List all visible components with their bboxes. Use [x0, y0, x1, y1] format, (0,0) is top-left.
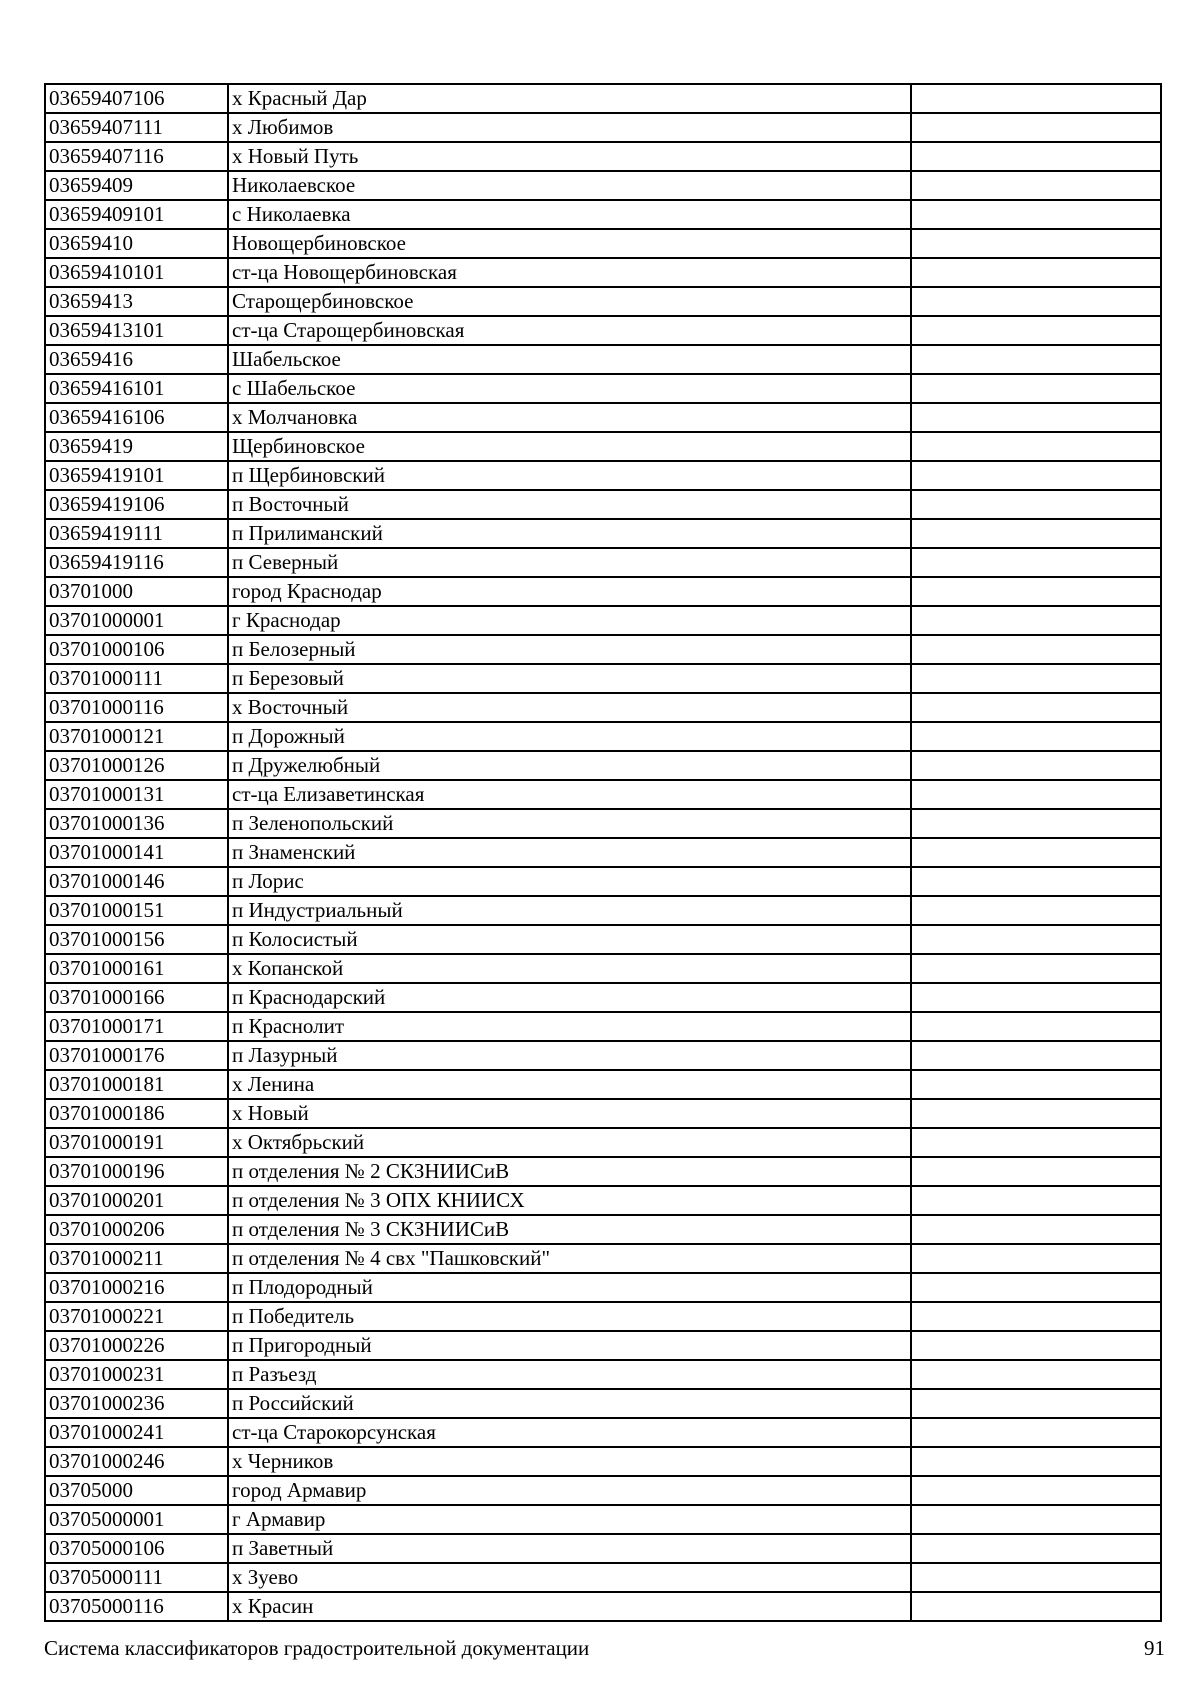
code-cell: 03701000156 — [45, 925, 228, 954]
note-cell — [911, 983, 1161, 1012]
table-row — [45, 1302, 1161, 1331]
name-cell: п Лазурный — [228, 1041, 911, 1070]
name-cell: х Копанской — [228, 954, 911, 983]
table-row — [45, 983, 1161, 1012]
table-row — [45, 200, 1161, 229]
name-cell: х Восточный — [228, 693, 911, 722]
table-row — [45, 751, 1161, 780]
code-cell: 03705000 — [45, 1476, 228, 1505]
name-cell: п Российский — [228, 1389, 911, 1418]
note-cell — [911, 200, 1161, 229]
code-cell: 03701000 — [45, 577, 228, 606]
table-row — [45, 693, 1161, 722]
table-row — [45, 838, 1161, 867]
table-row — [45, 1244, 1161, 1273]
name-cell: п Индустриальный — [228, 896, 911, 925]
code-cell: 03701000181 — [45, 1070, 228, 1099]
code-cell: 03701000166 — [45, 983, 228, 1012]
code-cell: 03701000131 — [45, 780, 228, 809]
note-cell — [911, 1273, 1161, 1302]
code-cell: 03659407106 — [45, 84, 228, 113]
name-cell: х Любимов — [228, 113, 911, 142]
table-row — [45, 577, 1161, 606]
name-cell: п Зеленопольский — [228, 809, 911, 838]
name-cell: п Березовый — [228, 664, 911, 693]
table-row — [45, 171, 1161, 200]
name-cell: п Дружелюбный — [228, 751, 911, 780]
table-row — [45, 1331, 1161, 1360]
note-cell — [911, 1331, 1161, 1360]
code-cell: 03659416101 — [45, 374, 228, 403]
name-cell: ст-ца Новощербиновская — [228, 258, 911, 287]
name-cell: п Лорис — [228, 867, 911, 896]
name-cell: п Восточный — [228, 490, 911, 519]
code-cell: 03659407116 — [45, 142, 228, 171]
table-row — [45, 229, 1161, 258]
code-cell: 03705000106 — [45, 1534, 228, 1563]
code-cell: 03701000246 — [45, 1447, 228, 1476]
code-cell: 03659409 — [45, 171, 228, 200]
table-row — [45, 1447, 1161, 1476]
table-row — [45, 287, 1161, 316]
code-cell: 03701000186 — [45, 1099, 228, 1128]
note-cell — [911, 287, 1161, 316]
code-cell: 03701000241 — [45, 1418, 228, 1447]
name-cell: п отделения № 2 СКЗНИИСиВ — [228, 1157, 911, 1186]
name-cell: п Белозерный — [228, 635, 911, 664]
name-cell: п Знаменский — [228, 838, 911, 867]
note-cell — [911, 1302, 1161, 1331]
table-row — [45, 403, 1161, 432]
code-cell: 03659413 — [45, 287, 228, 316]
note-cell — [911, 113, 1161, 142]
name-cell: п Прилиманский — [228, 519, 911, 548]
name-cell: п Краснодарский — [228, 983, 911, 1012]
name-cell: п Победитель — [228, 1302, 911, 1331]
table-row — [45, 548, 1161, 577]
table-row — [45, 374, 1161, 403]
note-cell — [911, 548, 1161, 577]
name-cell: п Щербиновский — [228, 461, 911, 490]
footer-title: Система классификаторов градостроительной документации — [44, 1636, 590, 1660]
note-cell — [911, 664, 1161, 693]
table-row — [45, 1186, 1161, 1215]
note-cell — [911, 432, 1161, 461]
note-cell — [911, 751, 1161, 780]
name-cell: Щербиновское — [228, 432, 911, 461]
name-cell: п Пригородный — [228, 1331, 911, 1360]
name-cell: г Армавир — [228, 1505, 911, 1534]
name-cell: Новощербиновское — [228, 229, 911, 258]
code-cell: 03659410 — [45, 229, 228, 258]
table-row — [45, 1360, 1161, 1389]
code-cell: 03701000116 — [45, 693, 228, 722]
code-cell: 03705000001 — [45, 1505, 228, 1534]
note-cell — [911, 693, 1161, 722]
note-cell — [911, 1186, 1161, 1215]
code-cell: 03701000216 — [45, 1273, 228, 1302]
note-cell — [911, 1476, 1161, 1505]
code-cell: 03701000201 — [45, 1186, 228, 1215]
code-cell: 03659409101 — [45, 200, 228, 229]
code-cell: 03701000231 — [45, 1360, 228, 1389]
note-cell — [911, 229, 1161, 258]
note-cell — [911, 780, 1161, 809]
note-cell — [911, 403, 1161, 432]
name-cell: х Ленина — [228, 1070, 911, 1099]
code-cell: 03701000141 — [45, 838, 228, 867]
note-cell — [911, 1447, 1161, 1476]
name-cell: п Краснолит — [228, 1012, 911, 1041]
table-row — [45, 1418, 1161, 1447]
name-cell: х Новый Путь — [228, 142, 911, 171]
code-cell: 03701000206 — [45, 1215, 228, 1244]
table-row — [45, 606, 1161, 635]
note-cell — [911, 1215, 1161, 1244]
name-cell: Шабельское — [228, 345, 911, 374]
table-row — [45, 1070, 1161, 1099]
code-cell: 03659413101 — [45, 316, 228, 345]
code-cell: 03659416106 — [45, 403, 228, 432]
table-row — [45, 1012, 1161, 1041]
table-row — [45, 664, 1161, 693]
code-cell: 03701000136 — [45, 809, 228, 838]
table-row — [45, 258, 1161, 287]
note-cell — [911, 1012, 1161, 1041]
name-cell: х Зуево — [228, 1563, 911, 1592]
code-cell: 03659416 — [45, 345, 228, 374]
name-cell: х Красный Дар — [228, 84, 911, 113]
name-cell: п Плодородный — [228, 1273, 911, 1302]
name-cell: п Северный — [228, 548, 911, 577]
table-row — [45, 316, 1161, 345]
name-cell: Старощербиновское — [228, 287, 911, 316]
note-cell — [911, 345, 1161, 374]
code-cell: 03701000126 — [45, 751, 228, 780]
name-cell: х Черников — [228, 1447, 911, 1476]
note-cell — [911, 1418, 1161, 1447]
table-row — [45, 1592, 1161, 1621]
table-row — [45, 345, 1161, 374]
table-row — [45, 896, 1161, 925]
note-cell — [911, 171, 1161, 200]
note-cell — [911, 606, 1161, 635]
table-row — [45, 1476, 1161, 1505]
code-cell: 03705000111 — [45, 1563, 228, 1592]
table-row — [45, 1099, 1161, 1128]
name-cell: с Шабельское — [228, 374, 911, 403]
note-cell — [911, 1563, 1161, 1592]
table-row — [45, 519, 1161, 548]
code-cell: 03701000121 — [45, 722, 228, 751]
note-cell — [911, 1157, 1161, 1186]
code-cell: 03659419111 — [45, 519, 228, 548]
page-number: 91 — [1144, 1636, 1165, 1660]
note-cell — [911, 722, 1161, 751]
name-cell: ст-ца Елизаветинская — [228, 780, 911, 809]
name-cell: п отделения № 4 свх "Пашковский" — [228, 1244, 911, 1273]
code-cell: 03701000106 — [45, 635, 228, 664]
code-cell: 03659419101 — [45, 461, 228, 490]
note-cell — [911, 635, 1161, 664]
code-cell: 03701000176 — [45, 1041, 228, 1070]
classifier-table — [44, 83, 1162, 1622]
note-cell — [911, 867, 1161, 896]
name-cell: город Армавир — [228, 1476, 911, 1505]
table-row — [45, 1563, 1161, 1592]
name-cell: г Краснодар — [228, 606, 911, 635]
table-row — [45, 84, 1161, 113]
name-cell: п Колосистый — [228, 925, 911, 954]
note-cell — [911, 954, 1161, 983]
code-cell: 03659419116 — [45, 548, 228, 577]
name-cell: Николаевское — [228, 171, 911, 200]
note-cell — [911, 577, 1161, 606]
table-row — [45, 954, 1161, 983]
note-cell — [911, 1360, 1161, 1389]
code-cell: 03659419106 — [45, 490, 228, 519]
note-cell — [911, 519, 1161, 548]
note-cell — [911, 1534, 1161, 1563]
code-cell: 03701000211 — [45, 1244, 228, 1273]
name-cell: п Заветный — [228, 1534, 911, 1563]
code-cell: 03701000236 — [45, 1389, 228, 1418]
table-row — [45, 113, 1161, 142]
note-cell — [911, 84, 1161, 113]
note-cell — [911, 490, 1161, 519]
code-cell: 03701000191 — [45, 1128, 228, 1157]
table-row — [45, 1041, 1161, 1070]
code-cell: 03701000161 — [45, 954, 228, 983]
name-cell: п отделения № 3 ОПХ КНИИСХ — [228, 1186, 911, 1215]
table-row — [45, 925, 1161, 954]
note-cell — [911, 1099, 1161, 1128]
table-row — [45, 1128, 1161, 1157]
name-cell: ст-ца Старощербиновская — [228, 316, 911, 345]
code-cell: 03701000146 — [45, 867, 228, 896]
name-cell: х Новый — [228, 1099, 911, 1128]
name-cell: город Краснодар — [228, 577, 911, 606]
note-cell — [911, 142, 1161, 171]
code-cell: 03659410101 — [45, 258, 228, 287]
name-cell: п Разъезд — [228, 1360, 911, 1389]
note-cell — [911, 1070, 1161, 1099]
note-cell — [911, 1128, 1161, 1157]
code-cell: 03701000171 — [45, 1012, 228, 1041]
note-cell — [911, 925, 1161, 954]
code-cell: 03659407111 — [45, 113, 228, 142]
table-row — [45, 722, 1161, 751]
name-cell: ст-ца Старокорсунская — [228, 1418, 911, 1447]
note-cell — [911, 1244, 1161, 1273]
note-cell — [911, 838, 1161, 867]
table-row — [45, 1215, 1161, 1244]
table-row — [45, 490, 1161, 519]
code-cell: 03659419 — [45, 432, 228, 461]
table-row — [45, 867, 1161, 896]
classifier-table-body — [45, 84, 1161, 1621]
code-cell: 03701000001 — [45, 606, 228, 635]
note-cell — [911, 461, 1161, 490]
table-row — [45, 1534, 1161, 1563]
table-row — [45, 780, 1161, 809]
code-cell: 03705000116 — [45, 1592, 228, 1621]
name-cell: х Молчановка — [228, 403, 911, 432]
name-cell: п отделения № 3 СКЗНИИСиВ — [228, 1215, 911, 1244]
name-cell: п Дорожный — [228, 722, 911, 751]
name-cell: х Красин — [228, 1592, 911, 1621]
table-row — [45, 142, 1161, 171]
code-cell: 03701000111 — [45, 664, 228, 693]
note-cell — [911, 896, 1161, 925]
table-row — [45, 461, 1161, 490]
code-cell: 03701000151 — [45, 896, 228, 925]
name-cell: с Николаевка — [228, 200, 911, 229]
table-row — [45, 1505, 1161, 1534]
note-cell — [911, 316, 1161, 345]
note-cell — [911, 1592, 1161, 1621]
note-cell — [911, 1041, 1161, 1070]
note-cell — [911, 258, 1161, 287]
note-cell — [911, 374, 1161, 403]
note-cell — [911, 1389, 1161, 1418]
table-row — [45, 635, 1161, 664]
table-row — [45, 809, 1161, 838]
code-cell: 03701000226 — [45, 1331, 228, 1360]
table-row — [45, 432, 1161, 461]
code-cell: 03701000221 — [45, 1302, 228, 1331]
table-row — [45, 1157, 1161, 1186]
note-cell — [911, 809, 1161, 838]
table-row — [45, 1273, 1161, 1302]
code-cell: 03701000196 — [45, 1157, 228, 1186]
note-cell — [911, 1505, 1161, 1534]
name-cell: х Октябрьский — [228, 1128, 911, 1157]
table-row — [45, 1389, 1161, 1418]
